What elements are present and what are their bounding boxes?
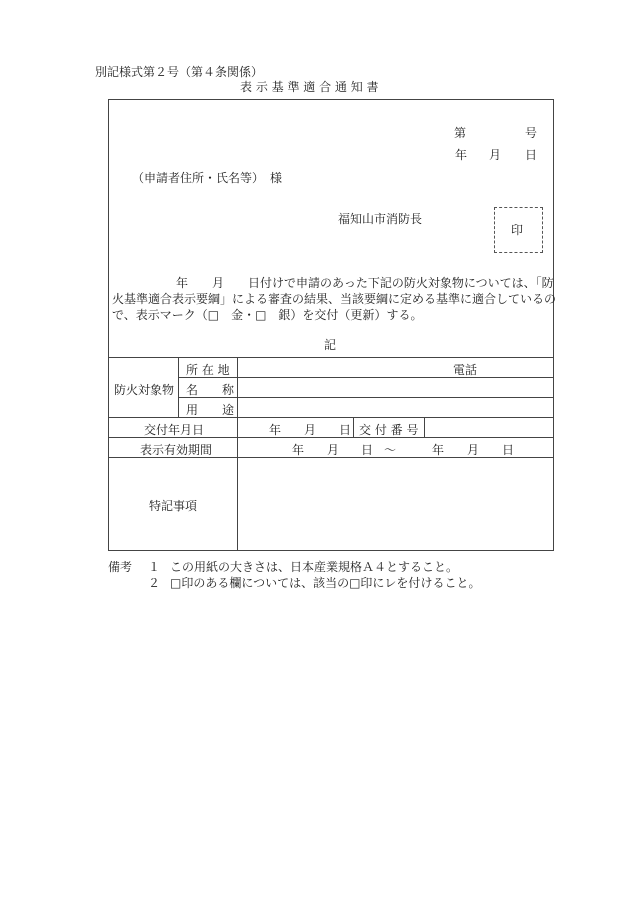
date-month: 月	[489, 148, 502, 162]
issuer-name: 福知山市消防長	[338, 212, 423, 226]
kofu-number-label: 交 付 番 号	[359, 423, 419, 437]
meisho-label: 名 称	[186, 383, 235, 397]
row-line-1	[178, 377, 554, 378]
notes-label: 備考	[108, 560, 133, 574]
frame-left	[108, 99, 109, 550]
shozaichi-label: 所 在 地	[186, 363, 230, 377]
frame-top	[108, 99, 554, 100]
date-year: 年	[455, 148, 468, 162]
boka-label: 防火対象物	[114, 383, 175, 397]
yuko-tilde: ～	[384, 443, 397, 457]
kofu-year: 年	[269, 423, 282, 437]
date-day: 日	[525, 148, 538, 162]
kofu-month: 月	[304, 423, 317, 437]
col-line-label	[237, 357, 238, 550]
row-line-3	[108, 417, 554, 418]
number-dai: 第	[454, 126, 467, 140]
ki-heading: 記	[324, 338, 337, 352]
body-line-3: で、表示マーク（□ 金・□ 銀）を交付（更新）する。	[112, 308, 423, 322]
yuko-year-1: 年	[292, 443, 305, 457]
yoto-label: 用 途	[186, 403, 235, 417]
document-title: 表 示 基 準 適 合 通 知 書	[240, 80, 379, 94]
kofu-day: 日	[339, 423, 352, 437]
yuko-month-1: 月	[327, 443, 340, 457]
applicant-line: （申請者住所・氏名等） 様	[132, 171, 283, 185]
body-line-2: 火基準適合表示要綱」による審査の結果、当該要綱に定める基準に適合しているの	[112, 292, 557, 306]
yuko-month-2: 月	[467, 443, 480, 457]
note-1-text: この用紙の大きさは、日本産業規格Ａ４とすること。	[170, 560, 459, 574]
yuko-day-2: 日	[502, 443, 515, 457]
yuko-year-2: 年	[432, 443, 445, 457]
body-line-1: 年 月 日付けで申請のあった下記の防火対象物については、「防	[176, 276, 554, 290]
frame-right	[553, 99, 554, 550]
denwa-label: 電話	[453, 363, 478, 377]
frame-bottom	[108, 550, 554, 551]
col-line-kofu-num	[424, 417, 425, 437]
yuko-label: 表示有効期間	[140, 443, 213, 457]
seal-label: 印	[511, 223, 524, 237]
kofu-date-label: 交付年月日	[144, 423, 205, 437]
row-line-2	[178, 397, 554, 398]
yuko-day-1: 日	[361, 443, 374, 457]
note-2-number: ２	[148, 576, 161, 590]
tokki-label: 特記事項	[149, 499, 198, 513]
number-go: 号	[525, 126, 538, 140]
form-reference: 別記様式第２号（第４条関係）	[95, 65, 264, 79]
note-1-number: １	[148, 560, 161, 574]
table-top-line	[108, 357, 554, 358]
col-line-boka	[178, 357, 179, 417]
col-line-kofu-mid	[353, 417, 354, 437]
note-2-text: □印のある欄については、該当の□印にレを付けること。	[170, 576, 481, 590]
